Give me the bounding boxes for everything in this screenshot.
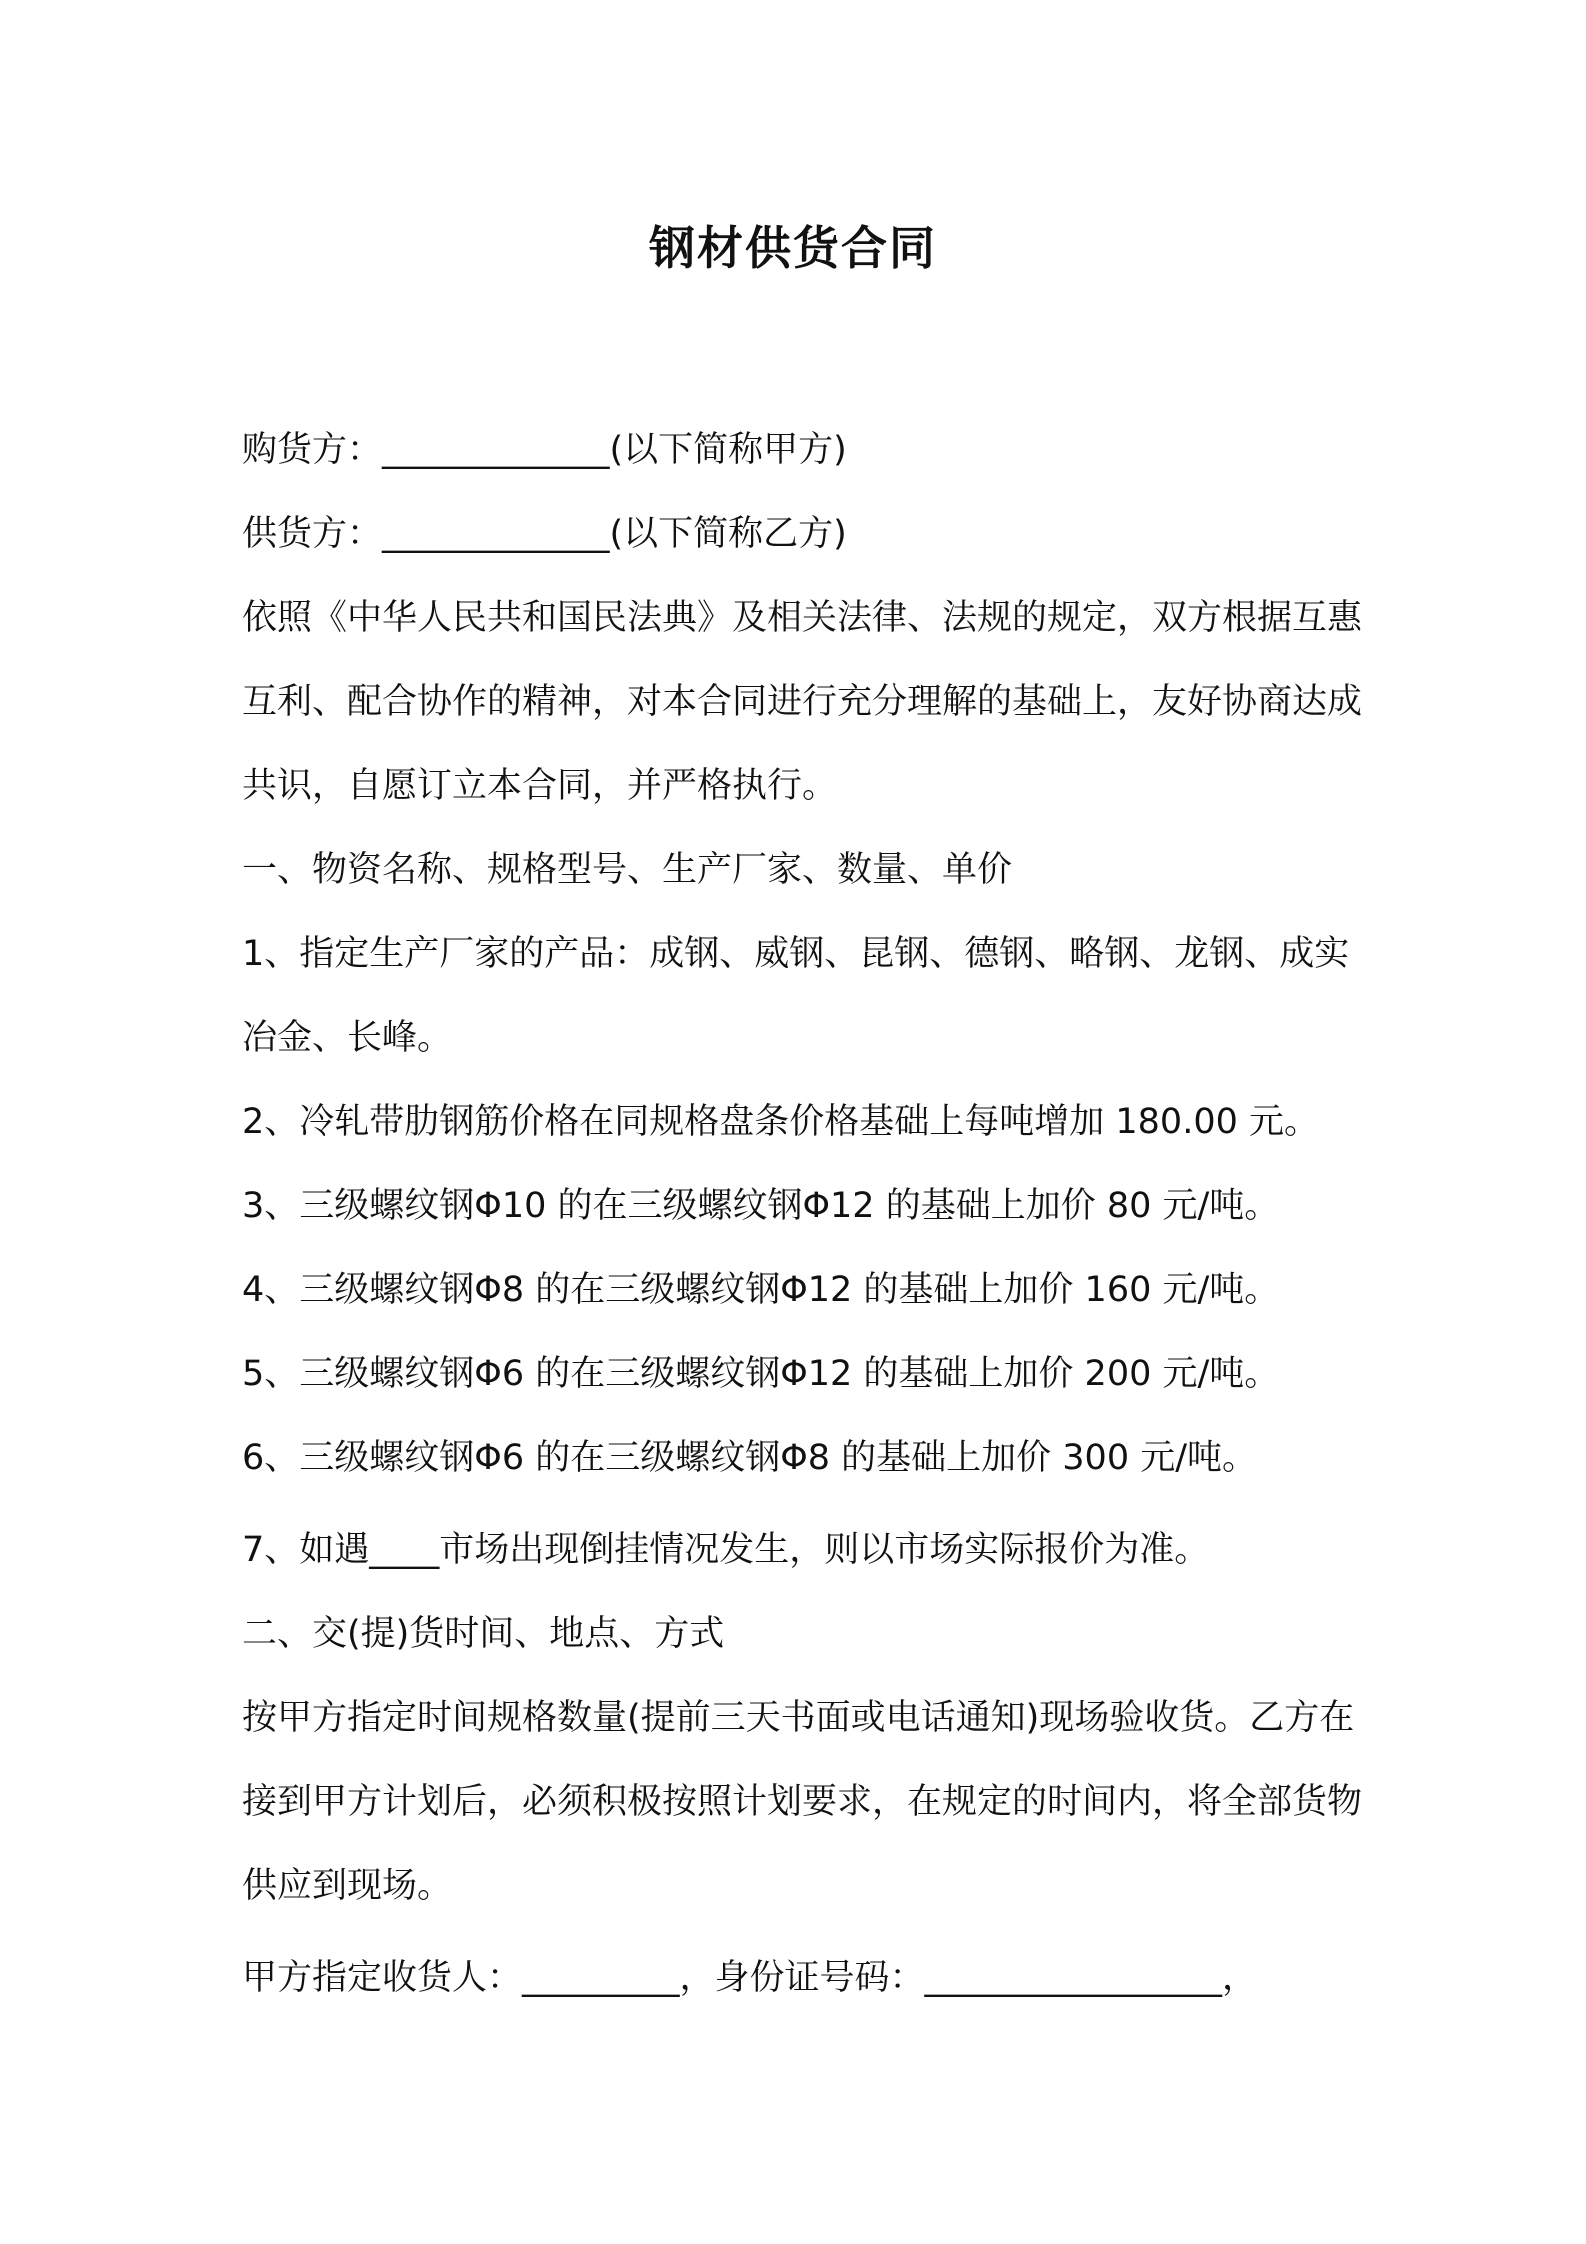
clause-4: 4、三级螺纹钢Φ8 的在三级螺纹钢Φ12 的基础上加价 160 元/吨。 [242, 1270, 1280, 1310]
delivery-paragraph: 按甲方指定时间规格数量(提前三天书面或电话通知)现场验收货。乙方在接到甲方计划后，必须积极按照计划要求，在规定的时间内，将全部货物供应到现场。 [242, 1698, 1363, 1906]
receiver-line: 甲方指定收货人：_________，身份证号码：_________________， [242, 1958, 1258, 1998]
clause-5: 5、三级螺纹钢Φ6 的在三级螺纹钢Φ12 的基础上加价 200 元/吨。 [242, 1354, 1280, 1394]
document-body [242, 408, 1362, 2020]
clause-1: 1、指定生产厂家的产品：成钢、威钢、昆钢、德钢、略钢、龙钢、成实冶金、长峰。 [242, 934, 1350, 1058]
clause-7: 7、如遇____市场出现倒挂情况发生，则以市场实际报价为准。 [242, 1530, 1210, 1570]
buyer-line: 购货方：_____________(以下简称甲方) [242, 430, 847, 470]
clause-3: 3、三级螺纹钢Φ10 的在三级螺纹钢Φ12 的基础上加价 80 元/吨。 [242, 1186, 1280, 1226]
supplier-line: 供货方：_____________(以下简称乙方) [242, 514, 847, 554]
section-1-heading: 一、物资名称、规格型号、生产厂家、数量、单价 [242, 850, 1013, 890]
clause-6: 6、三级螺纹钢Φ6 的在三级螺纹钢Φ8 的基础上加价 300 元/吨。 [242, 1438, 1258, 1478]
section-2-heading: 二、交(提)货时间、地点、方式 [242, 1614, 725, 1654]
document-title: 钢材供货合同 [649, 221, 937, 275]
preamble-paragraph: 依照《中华人民共和国民法典》及相关法律、法规的规定，双方根据互惠互利、配合协作的精神，对本合同进行充分理解的基础上，友好协商达成共识，自愿订立本合同，并严格执行。 [242, 598, 1363, 806]
clause-2: 2、冷轧带肋钢筋价格在同规格盘条价格基础上每吨增加 180.00 元。 [242, 1102, 1319, 1142]
